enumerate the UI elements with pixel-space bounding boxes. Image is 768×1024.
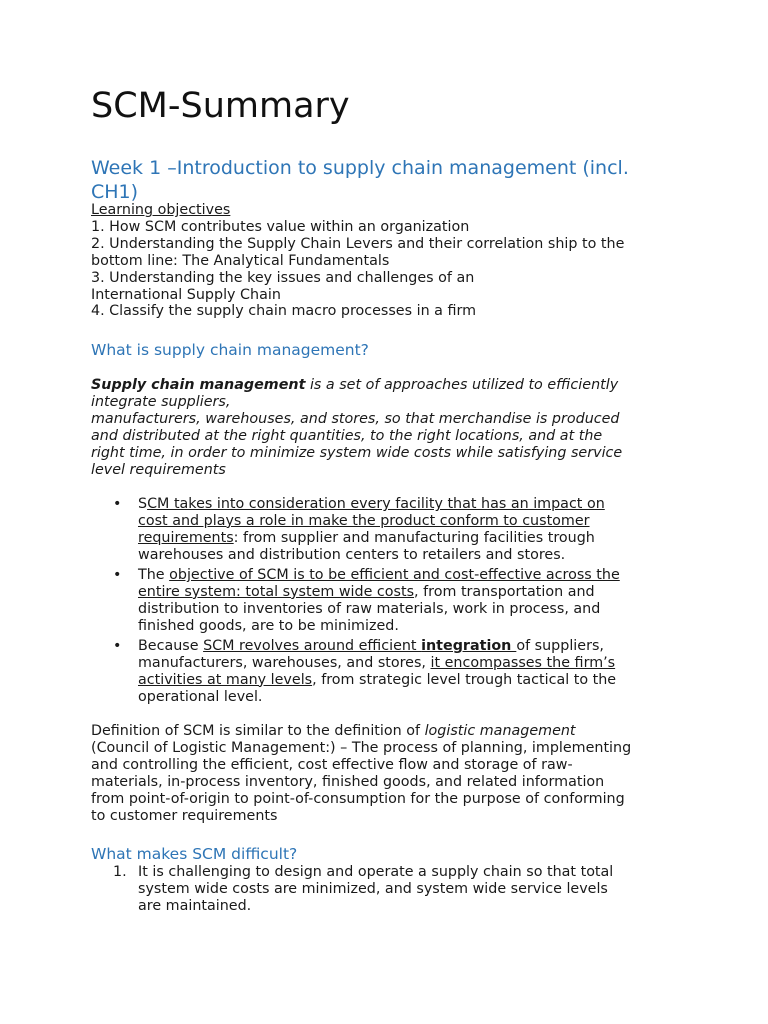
bullet-text: , from strategic level trough tactical to the xyxy=(312,671,617,688)
logistic-definition-paragraph xyxy=(91,723,691,824)
bullet-text: warehouses and distribution centers to retailers and stores. xyxy=(138,546,566,563)
definition-text: is a set of approaches utilized to efficiently xyxy=(305,377,619,393)
objective-line: bottom line: The Analytical Fundamentals xyxy=(91,252,390,269)
underlined-text: it encompasses the firm’s xyxy=(430,654,616,671)
objective-line: 4. Classify the supply chain macro processes in a firm xyxy=(91,303,477,320)
list-item-line: It is challenging to design and operate a supply chain so that total xyxy=(138,864,614,880)
underlined-text: cost and plays a role in make the product conform to customer xyxy=(138,512,590,529)
objective-line: 2. Understanding the Supply Chain Levers and their correlation ship to the xyxy=(91,235,625,252)
learning-objectives-heading: Learning objectives xyxy=(91,202,231,218)
week-heading-line: Week 1 –Introduction to supply chain management (incl. xyxy=(91,157,629,179)
list-number: 1. xyxy=(113,864,127,880)
section-heading-what-is-scm: What is supply chain management? xyxy=(91,341,369,359)
emphasized-term: integration xyxy=(421,638,517,654)
week-heading xyxy=(91,156,691,204)
bullet-icon: • xyxy=(113,638,122,654)
bullet-text: : from supplier and manufacturing facilities trough xyxy=(233,529,595,546)
paragraph-line: to customer requirements xyxy=(91,807,278,824)
week-heading-line: CH1) xyxy=(91,181,139,203)
italic-term: logistic management xyxy=(424,723,576,739)
paragraph-line: and controlling the efficient, cost effective flow and storage of raw- xyxy=(91,756,573,773)
bullet-icon: • xyxy=(113,567,122,583)
definition-line: right time, in order to minimize system wide costs while satisfying service xyxy=(91,444,623,461)
paragraph-line: (Council of Logistic Management:) – The process of planning, implementing xyxy=(91,739,632,756)
list-item-line: system wide costs are minimized, and system wide service levels xyxy=(138,880,608,897)
definition-line: manufacturers, warehouses, and stores, so that merchandise is produced xyxy=(91,410,620,427)
learning-objectives xyxy=(91,202,691,320)
bullet-text: distribution to inventories of raw materials, work in process, and xyxy=(138,600,601,617)
underlined-text: requirements xyxy=(138,529,234,546)
bullet-text: finished goods, are to be minimized. xyxy=(138,617,399,634)
definition-line: integrate suppliers, xyxy=(91,393,231,410)
bullet-text: of suppliers, xyxy=(516,638,604,654)
section-heading-scm-difficult: What makes SCM difficult? xyxy=(91,845,298,863)
document-title: SCM-Summary xyxy=(91,86,350,126)
bullet-text: operational level. xyxy=(138,688,263,705)
bullet-text: The xyxy=(138,567,170,583)
underlined-text: CM takes into consideration every facility that has an impact on xyxy=(147,496,605,512)
objective-line: International Supply Chain xyxy=(91,286,281,303)
paragraph-line: from point-of-origin to point-of-consumption for the purpose of conforming xyxy=(91,790,625,807)
underlined-text: entire system: total system wide costs xyxy=(138,583,415,600)
underlined-text: SCM revolves around efficient xyxy=(203,638,422,654)
definition-line: and distributed at the right quantities, to the right locations, and at the xyxy=(91,427,603,444)
defined-term: Supply chain management xyxy=(91,377,306,393)
objective-line: 1. How SCM contributes value within an organization xyxy=(91,218,470,235)
list-item-line: are maintained. xyxy=(138,897,252,914)
bullet-text: manufacturers, warehouses, and stores, xyxy=(138,654,431,671)
bullet-text: , from transportation and xyxy=(414,583,595,600)
underlined-text: objective of SCM is to be efficient and cost-effective across the xyxy=(169,567,620,583)
objective-line: 3. Understanding the key issues and challenges of an xyxy=(91,269,475,286)
bullet-icon: • xyxy=(113,496,122,512)
paragraph-line: materials, in-process inventory, finished goods, and related information xyxy=(91,773,605,790)
scm-definition-paragraph xyxy=(91,377,691,478)
underlined-text: activities at many levels xyxy=(138,671,313,688)
bullet-text: S xyxy=(138,496,148,512)
bullet-text: Because xyxy=(138,638,204,654)
paragraph-text: Definition of SCM is similar to the definition of xyxy=(91,723,425,739)
definition-line: level requirements xyxy=(91,461,226,478)
